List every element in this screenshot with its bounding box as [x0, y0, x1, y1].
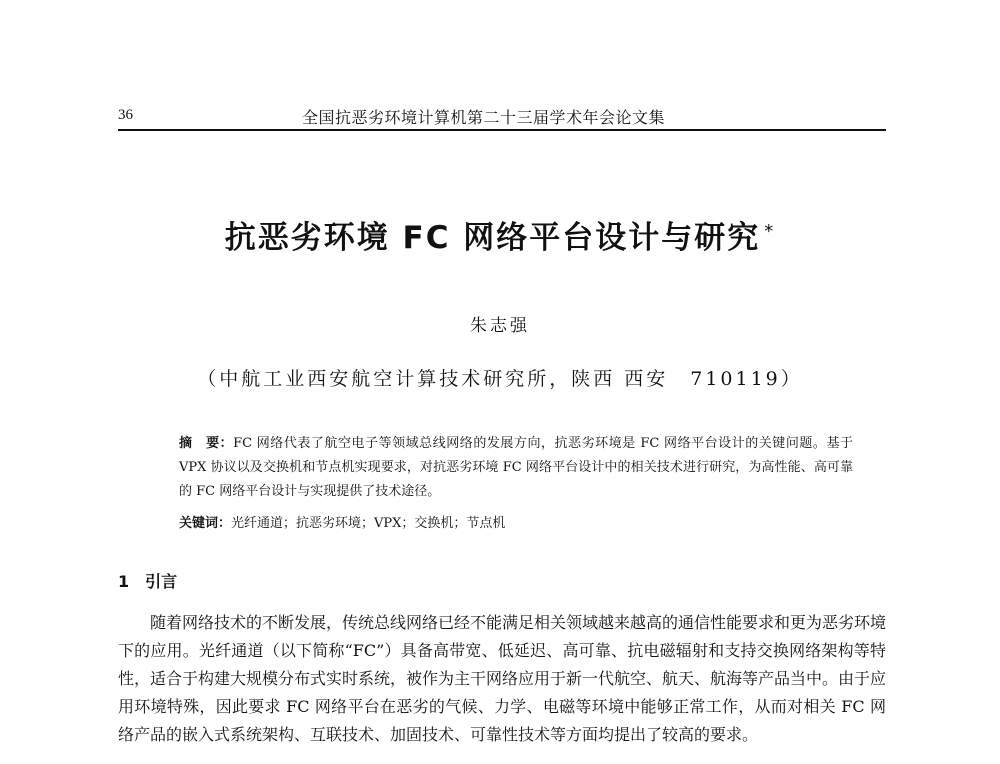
keywords-label: 关键词： — [179, 516, 232, 531]
title-footnote-mark: * — [764, 220, 776, 242]
section-title: 引言 — [145, 572, 178, 591]
abstract — [148, 432, 853, 504]
header-rule — [118, 129, 886, 131]
body-paragraph: 随着网络技术的不断发展，传统总线网络已经不能满足相关领域越来越高的通信性能要求和更为恶劣环境下的应用。光纤通道（以下简称“FC”）具备高带宽、低延迟、高可靠、抗电磁辐射和支持交换网络架构等特性，适合于构建大规模分布式实时系统，被作为主干网络应用于新一代航空、航天、航海等产品当中。由于应用环境特殊，因此要求 FC 网络平台在恶劣的气候、力学、电磁等环境中能够正常工作，从而对相关 FC 网络产品的嵌入式系统架构、互联技术、加固技术、可靠性技术等方面均提出了较高的要求。 — [118, 613, 887, 744]
page-number: 36 — [118, 107, 133, 123]
article-title-text: 抗恶劣环境 FC 网络平台设计与研究 — [224, 220, 761, 256]
author-name: 朱志强 — [470, 316, 530, 336]
author-affiliation: （中航工业西安航空计算技术研究所，陕西 西安 710119） — [197, 368, 803, 390]
abstract-text: FC 网络代表了航空电子等领域总线网络的发展方向，抗恶劣环境是 FC 网络平台设计的关键问题。基于 VPX 协议以及交换机和节点机实现要求，对抗恶劣环境 FC 网络平台设计中的相关技术进行研究，为高性能、高可靠的 FC 网络平台设计与实现提供了技术途径。 — [179, 436, 853, 499]
keywords — [179, 512, 505, 536]
section-number: 1 — [118, 572, 130, 591]
section-heading — [118, 569, 177, 592]
journal-title: 全国抗恶劣环境计算机第二十三届学术年会论文集 — [302, 108, 666, 127]
article-title — [0, 212, 1000, 257]
abstract-label: 摘 要： — [179, 436, 234, 451]
running-header — [118, 105, 886, 129]
keywords-text: 光纤通道；抗恶劣环境；VPX；交换机；节点机 — [231, 516, 506, 531]
